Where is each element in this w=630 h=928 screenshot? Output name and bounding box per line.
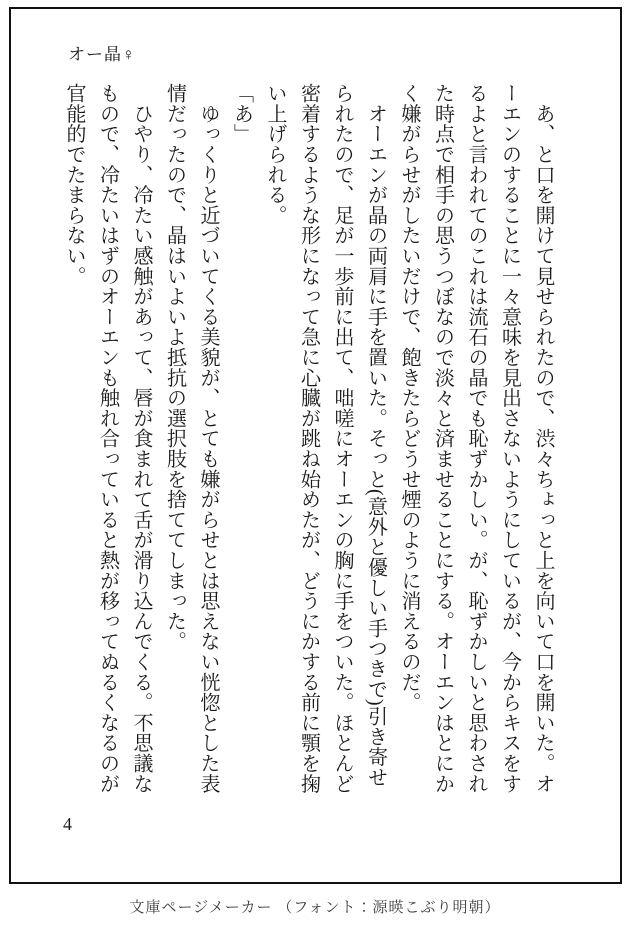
paragraph: オーエンが晶の両肩に手を置いた。そっと(意外と優しい手つきで)引き寄せられたので、足が一歩前に出て、咄嗟にオーエンの胸に手をついた。ほとんど密着するような形になって急に心臓が跳ね始めたが、どうにかする前に顎を掬い上げられる。 [264, 83, 387, 794]
paragraph: あ、と口を開けて見せられたので、渋々ちょっと上を向いて口を開いた。オーエンのすることに一々意味を見出さないようにしているが、今からキスをするよと言われてのこれは流石の晶でも恥ずかしい。が、恥ずかしいと思わされた時点で相手の思うつぼなので淡々と済ませることにする。オーエンはとにかく嫌がらせがしたいだけで、飽きたらどうせ煙のように消えるのだ。 [398, 83, 554, 794]
footer-caption: 文庫ページメーカー （フォント：源暎こぶり明朝） [129, 900, 501, 916]
page-number: 4 [63, 814, 72, 834]
paragraph: 「あ」 [230, 83, 253, 144]
page-header-title: オー晶♀ [68, 45, 136, 64]
book-page [9, 7, 622, 884]
paragraph: ひやり、冷たい感触があって、唇が食まれて舌が滑り込んでくる。不思議なもので、冷たいはずのオーエンも触れ合っていると熱が移ってぬるくなるのが官能的でたまらない。 [63, 83, 152, 794]
vertical-text-block [57, 83, 560, 807]
paragraph: ゆっくりと近づいてくる美貌が、とても嫌がらせとは思えない恍惚とした表情だったので、晶はいよいよ抵抗の選択肢を捨ててしまった。 [163, 83, 219, 794]
